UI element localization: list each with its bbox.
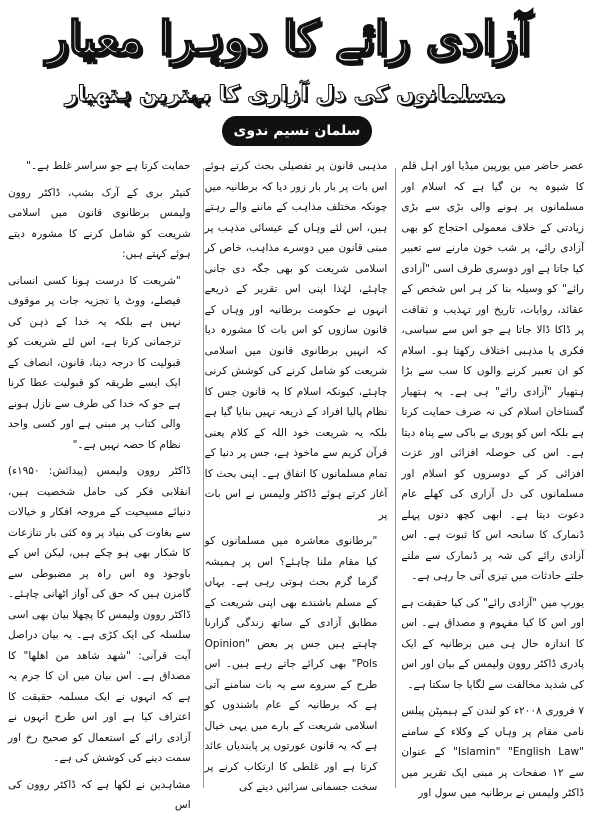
block-quote: "شریعت کا درست ہونا کسی انسانی فیصلے، ووٹ یا تجزیہ جات پر موقوف نہیں ہے بلکہ یہ خدا کے ذہن کی ترجمانی کرتا ہے، اس لئے شریعت کو قبولیت کا درجہ دینا، قانون، انصاف کے ایک ایسے طریقہ کو قبولیت عطا کرنا ہے جو کہ خدا کی طرف سے نازل ہونے والی کتاب پر مبنی ہے اور کسی واحد نظام کا حصہ نہیں ہے۔": [7, 274, 181, 451]
paragraph: عصر حاضر میں یورپین میڈیا اور اہل قلم کا شیوہ یہ بن گیا ہے کہ اسلام اور مسلمانوں پر ہونے والی بڑی سے بڑی زیادتی کے خلاف معمولی احتجاج کو بھی آزادی رائے، پر شب خون مارنے سے تعبیر کیا جاتا ہے اور دوسری طرف اسی "آزادی رائے" کو وسیلہ بنا کر ہر اس شخص کے عقائد، روایات، تاریخ اور تہذیب و ثقافت پر ڈاکا ڈالا جاتا ہے جو اس سے سیاسی، فکری یا مذہبی اختلاف رکھتا ہو۔ اسلام کو ان تعبیر کرنے والوں کا سب سے بڑا ہتھیار "آزادی رائے" ہی ہے۔ یہ ہتھیار گستاخان اسلام کی نہ صرف حمایت کرتا ہے بلکہ اس کو پوری بے باکی سے پناہ دیتا ہے۔ اس کی حوصلہ افزائی اور عزت افزائی کر کے دوسروں کو اسلام اور مسلمانوں کی دل آزاری کی کھلے عام دعوت دیتا ہے۔ ابھی کچھ دنوں پہلے ڈنمارک کا سانحہ اس کا ثبوت ہے۔ اس آزادی رائے کی شہ پر ڈنمارک سے ملتے جلتے حادثات میں تیزی آتی جا رہی ہے۔: [401, 160, 584, 582]
subheadline: مسلمانوں کی دل آزاری کا بہترین ہتھیار: [64, 82, 505, 107]
masthead: [0, 0, 590, 150]
paragraph: کنیٹر بری کے آرک بشپ، ڈاکٹر روون ولیمس برطانوی قانون میں اسلامی شریعت کو شامل کرنے کا مشورہ دیتے ہوئے کہتے ہیں:: [7, 186, 191, 260]
paragraph: ڈاکٹر روون ولیمس (پیدائش: ۱۹۵۰ء) انقلابی فکر کی حامل شخصیت ہیں، دنیائے مسیحیت کے مروجہ افکار و خیالات سے بغاوت کی بنیاد پر وہ کئی بار تنازعات کا شکار بھی ہو چکے ہیں، لیکن اس کے باوجود وہ اس راہ پر مضبوطی سے گامزن ہیں کہ حق کی آواز اٹھانی چاہئے۔ ڈاکٹر روون ولیمس کا پچھلا بیان بھی اسی سلسلہ کی ایک کڑی ہے۔ یہ بیان دراصل آیت قرآنی: "شھد شاھد من اھلھا" کا مصداق ہے۔ اس بیان میں ان کا جرم یہ ہے کہ انہوں نے ایک مسلمہ حقیقت کا اعتراف کیا ہے اور اس طرح انہوں نے آزادی رائے کے استعمال کو صحیح رخ اور سمت دینے کی کوشش کی ہے۔: [7, 465, 191, 764]
article-column-3: [7, 156, 191, 811]
article-column-2: [205, 156, 388, 792]
paragraph: مذہبی قانون پر تفصیلی بحث کرتے ہوئے اس بات پر بار بار زور دیا کہ برطانیہ میں چونکہ مختلف مذاہب کے ماننے والے رہتے ہیں، اس لئے وہاں کے عیسائی مذہب پر مبنی قانون میں دوسرے مذاہب، خاص کر اسلامی شریعت کو بھی جگہ دی جانی چاہئے، لہٰذا اپنی اس تقریر کے ذریعے انہوں نے حکومت برطانیہ اور وہاں کے قانون سازوں کو اس بات کا مشورہ دیا کہ انہیں برطانوی قانون میں اسلامی شریعت کو شامل کرنے کی کوشش کرنی چاہئے، کیونکہ اسلام کا یہ قانون جس کا نظام پالیا افراد کے ذریعہ نہیں بنایا گیا ہے بلکہ یہ شریعت خود اللہ کے کلام یعنی قرآن کریم سے ماخوذ ہے، جس پر دنیا کے تمام مسلمانوں کا اتفاق ہے۔ اپنی بحث کا آغاز کرتے ہوئے ڈاکٹر ولیمس نے اس بات پر: [204, 160, 388, 521]
article-column-1: [401, 156, 584, 799]
block-quote: "برطانوی معاشرہ میں مسلمانوں کو کیا مقام ملنا چاہئے؟ اس پر ہمیشہ گرما گرم بحث ہوتی رہی ہے۔ یہاں کے مسلم باشندے بھی اپنی شریعت کے مطابق آزادی کے ساتھ زندگی گزارنا چاہتے ہیں جس پر بعض "Opinion Pols" بھی کرائے جاتے رہے ہیں۔ اس طرح کے سروے سے یہ بات سامنے آتی ہے کہ برطانیہ کے عام باشندوں کو اسلامی شریعت کے بارے میں یہی خیال ہے کہ یہ قانون عورتوں پر پابندیاں عائد کرتا ہے اور غلطی کا ارتکاب کرنے پر سخت جسمانی سزائیں دینے کی: [204, 535, 378, 793]
paragraph: حمایت کرتا ہے جو سراسر غلط ہے۔": [26, 160, 191, 172]
headline: آزادی رائے کا دوہرا معیار: [46, 11, 530, 65]
article-body: [7, 156, 584, 811]
author-byline: سلمان نسیم ندوی: [222, 116, 372, 146]
paragraph: مشاہدین نے لکھا ہے کہ ڈاکٹر روون کی اس: [7, 778, 191, 811]
paragraph: ۷ فروری ۲۰۰۸ء کو لندن کے ہیمپٹن پیلس نامی مقام پر وہاں کے وکلاء کے سامنے "Islamin" "English Law" کے عنوان سے ۱۲ صفحات پر مبنی ایک تقریر میں ڈاکٹر ولیمس نے برطانیہ میں سول اور: [401, 705, 584, 799]
paragraph: یورپ میں "آزادی رائے" کی کیا حقیقت ہے اور اس کا کیا مفہوم و مصداق ہے۔ اس کا اندازہ حال ہی میں برطانیہ کے ایک پادری ڈاکٹر روون ولیمس کے بیان اور اس کی شدید مخالفت سے لگایا جا سکتا ہے۔: [401, 596, 584, 691]
